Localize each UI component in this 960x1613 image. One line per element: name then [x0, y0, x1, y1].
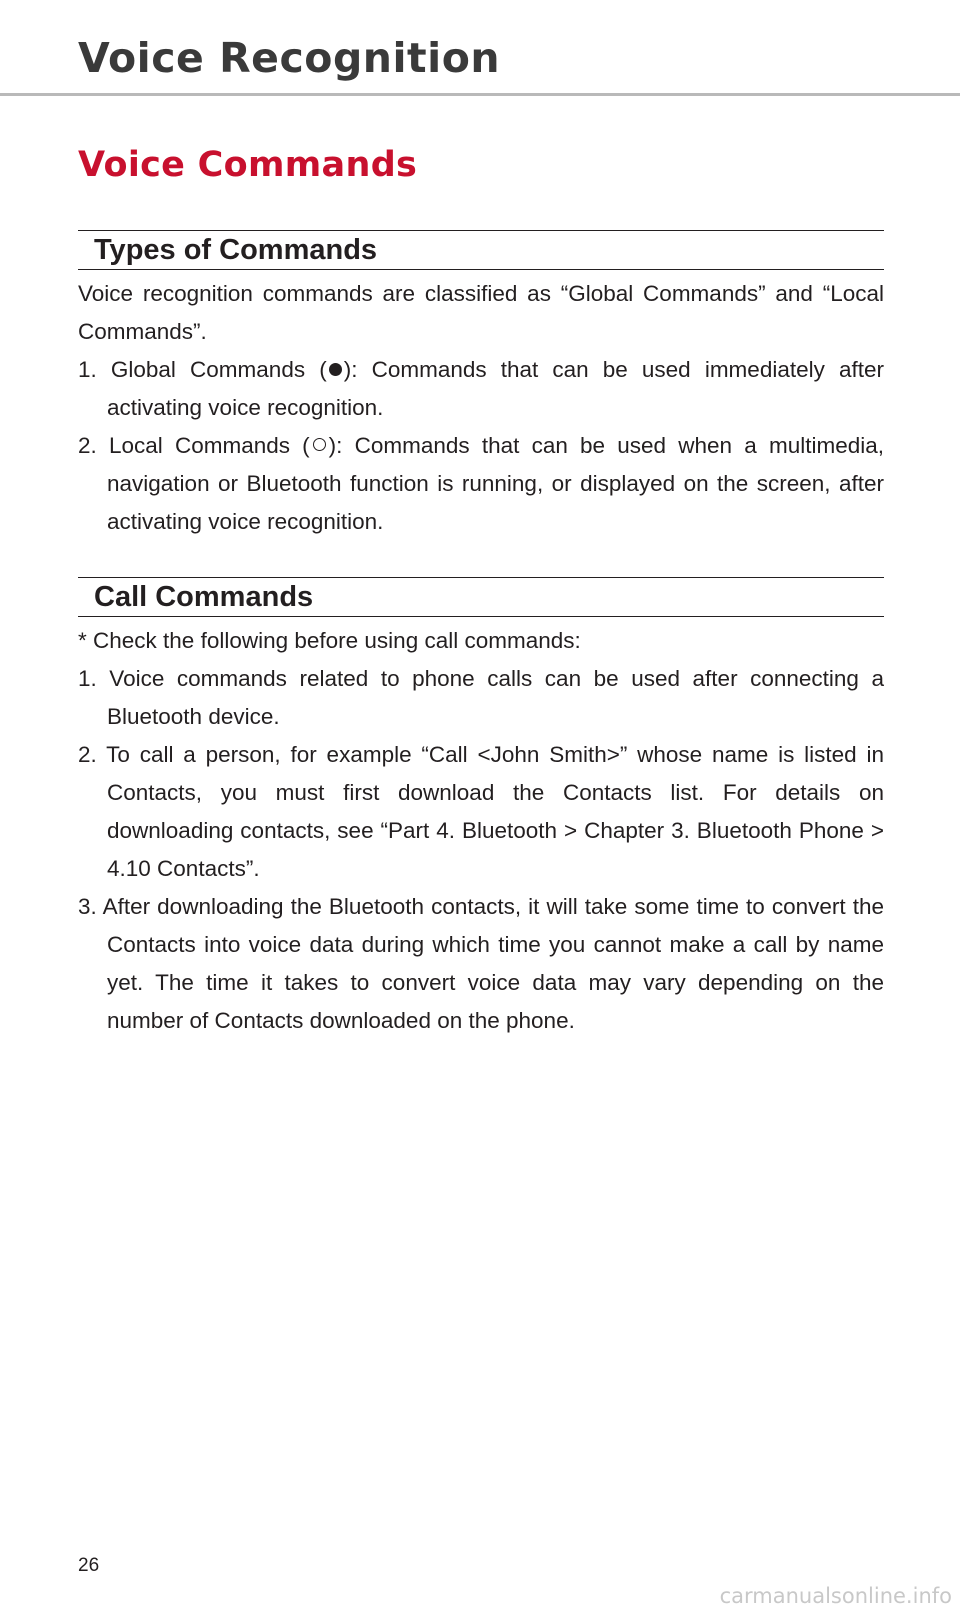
call-commands-heading — [78, 577, 884, 617]
call-item-2: 2. To call a person, for example “Call <John Smith>” whose name is listed in Contacts, you must first download the Contacts list. For details on downloading contacts, see “Part 4. Bluetooth > Chapter 3. Bluetooth Phone > 4.10 Contacts”. — [78, 742, 884, 881]
call-commands-body — [78, 622, 884, 1040]
section-title: Voice Commands — [78, 145, 418, 185]
global-commands-text: ): Commands that can be used immediately after activating voice recognition. — [107, 357, 884, 420]
local-commands-prefix: 2. Local Commands ( — [78, 433, 310, 458]
chapter-divider — [0, 93, 960, 96]
local-commands-text: ): Commands that can be used when a multimedia, navigation or Bluetooth function is running, or displayed on the screen, after activating voice recognition. — [107, 433, 884, 534]
call-commands-note: * Check the following before using call commands: — [78, 628, 581, 653]
types-of-commands-heading — [78, 230, 884, 270]
types-intro: Voice recognition commands are classified as “Global Commands” and “Local Commands”. — [78, 281, 884, 344]
types-of-commands-body — [78, 275, 884, 541]
chapter-title: Voice Recognition — [78, 34, 501, 82]
global-commands-item — [78, 351, 884, 427]
call-commands-heading-text: Call Commands — [94, 581, 314, 613]
call-item-3: 3. After downloading the Bluetooth contacts, it will take some time to convert the Contacts into voice data during which time you cannot make a call by name yet. The time it takes to convert voice data may vary depending on the number of Contacts downloaded on the phone. — [78, 894, 884, 1033]
global-commands-prefix: 1. Global Commands ( — [78, 357, 327, 382]
types-of-commands-heading-text: Types of Commands — [94, 234, 378, 266]
local-commands-item — [78, 427, 884, 541]
empty-circle-icon — [313, 438, 326, 451]
watermark: carmanualsonline.info — [719, 1584, 952, 1608]
page-number: 26 — [78, 1555, 100, 1576]
call-item-1: 1. Voice commands related to phone calls can be used after connecting a Bluetooth device. — [78, 666, 884, 729]
filled-circle-icon — [329, 363, 342, 376]
